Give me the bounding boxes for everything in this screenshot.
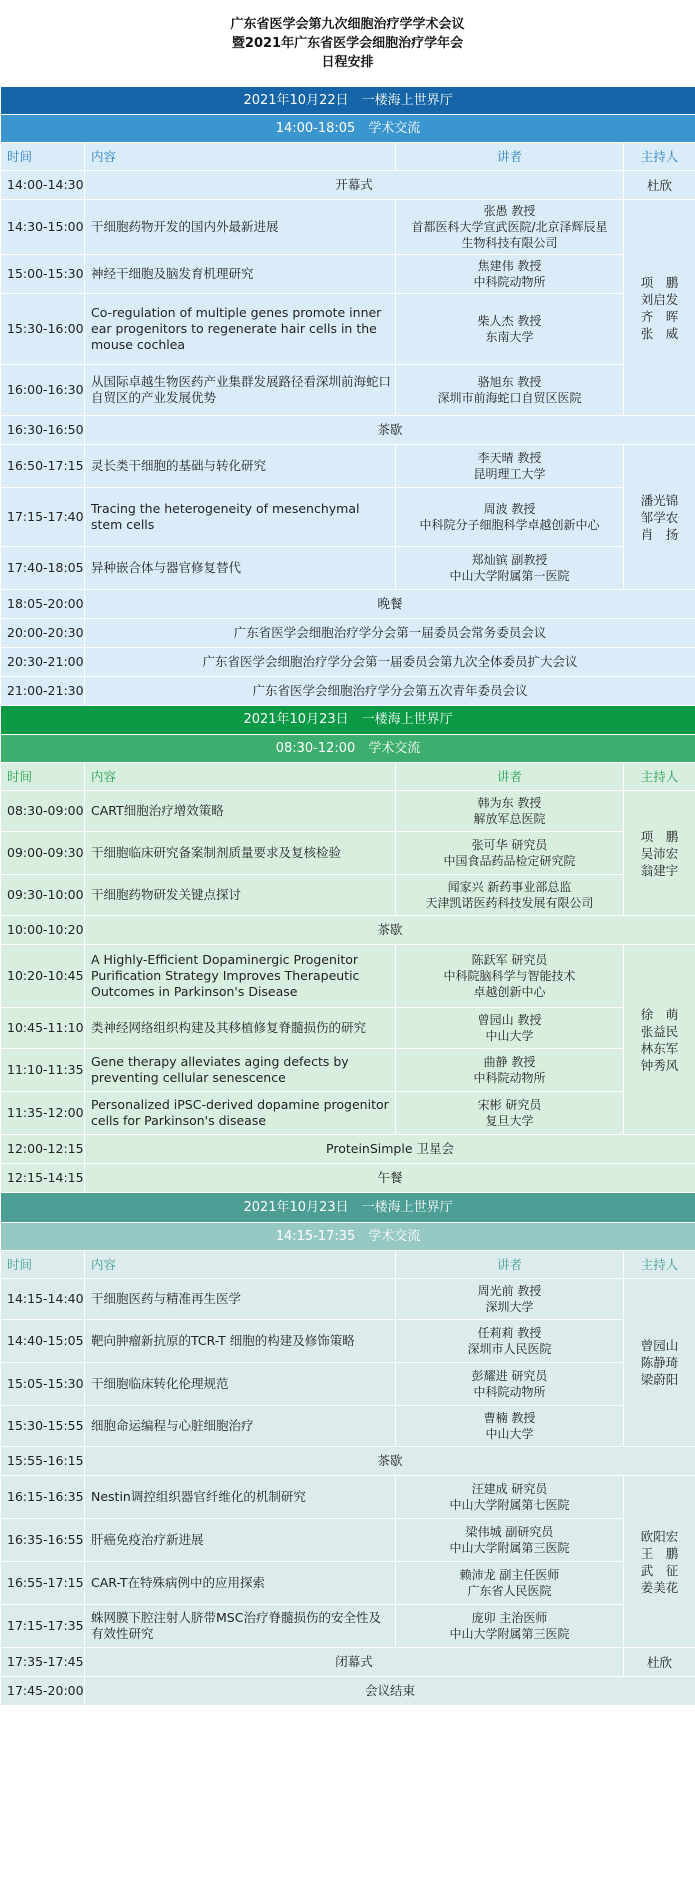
speaker-line: 广东省人民医院 (467, 1584, 552, 1598)
row-break-label: 茶歇 (85, 1447, 695, 1476)
column-header-content: 内容 (85, 143, 396, 171)
row-topic: 蛛网膜下腔注射人脐带MSC治疗脊髓损伤的安全性及有效性研究 (85, 1605, 396, 1648)
speaker-line: 曾园山 教授 (477, 1013, 542, 1027)
row-time: 16:15-16:35 (1, 1476, 85, 1519)
speaker-line: 生物科技有限公司 (461, 236, 558, 250)
row-speaker (396, 875, 624, 916)
speaker-line: 曹楠 教授 (483, 1411, 536, 1425)
session-row (1, 1363, 695, 1406)
row-time: 15:55-16:15 (1, 1447, 85, 1476)
row-break-label: 会议结束 (85, 1677, 695, 1706)
speaker-line: 中国食品药品检定研究院 (443, 854, 576, 868)
speaker-line: 深圳市前海蛇口自贸区医院 (437, 391, 582, 405)
row-time: 11:10-11:35 (1, 1049, 85, 1092)
row-time: 14:00-14:30 (1, 171, 85, 200)
schedule-break-row (1, 677, 695, 706)
host-name: 王 鹏 (640, 1545, 679, 1561)
row-time: 10:00-10:20 (1, 916, 85, 945)
row-time: 18:05-20:00 (1, 590, 85, 619)
speaker-line: 梁伟城 副研究员 (465, 1525, 554, 1539)
title-line-3: 日程安排 (321, 54, 374, 70)
host-name: 肖 扬 (640, 526, 679, 542)
host-name: 刘启发 (640, 291, 679, 307)
session-row (1, 1049, 695, 1092)
row-topic: 干细胞临床转化伦理规范 (85, 1363, 396, 1406)
day-banner-3-text: 2021年10月23日 一楼海上世界厅 (1, 1193, 695, 1223)
speaker-line: 中科院脑科学与智能技术 (443, 969, 576, 983)
row-time: 12:00-12:15 (1, 1135, 85, 1164)
schedule-break-row (1, 1447, 695, 1476)
row-speaker (396, 365, 624, 416)
speaker-line: 深圳市人民医院 (467, 1342, 552, 1356)
speaker-line: 中科院分子细胞科学卓越创新中心 (419, 518, 600, 532)
session-row (1, 1605, 695, 1648)
row-speaker (396, 294, 624, 365)
schedule-table (0, 86, 695, 1706)
row-speaker (396, 1363, 624, 1406)
host-name: 欧阳宏 (640, 1528, 679, 1544)
speaker-line: 天津凯诺医药科技发展有限公司 (425, 896, 594, 910)
session-banner-1 (1, 115, 695, 143)
row-time: 17:15-17:35 (1, 1605, 85, 1648)
row-speaker (396, 1320, 624, 1363)
speaker-line: 中山大学附属第三医院 (449, 1541, 570, 1555)
row-time: 16:35-16:55 (1, 1519, 85, 1562)
row-break-label: 广东省医学会细胞治疗学分会第五次青年委员会议 (85, 677, 695, 706)
host-name: 项 鹏 (640, 274, 679, 290)
column-header-row (1, 143, 695, 171)
row-topic: 异种嵌合体与器官修复替代 (85, 547, 396, 590)
row-topic: Personalized iPSC-derived dopamine progenitor cells for Parkinson's disease (85, 1092, 396, 1135)
row-time: 16:30-16:50 (1, 416, 85, 445)
speaker-line: 庞卯 主治医师 (471, 1611, 548, 1625)
speaker-line: 解放军总医院 (473, 812, 546, 826)
row-speaker (396, 1476, 624, 1519)
column-header-content: 内容 (85, 1251, 396, 1279)
row-topic: 从国际卓越生物医药产业集群发展路径看深圳前海蛇口自贸区的产业发展优势 (85, 365, 396, 416)
host-name: 项 鹏 (640, 828, 679, 844)
speaker-line: 张愚 教授 (483, 204, 536, 218)
row-topic: 灵长类干细胞的基础与转化研究 (85, 445, 396, 488)
session-row (1, 255, 695, 294)
session-banner-3-text: 14:15-17:35 学术交流 (1, 1223, 695, 1251)
host-group (624, 445, 695, 590)
column-header-speaker: 讲者 (396, 143, 624, 171)
schedule-break-row (1, 1135, 695, 1164)
host-name: 姜美花 (640, 1579, 679, 1595)
page-title (0, 0, 695, 86)
host-name: 张 威 (640, 325, 679, 341)
row-speaker (396, 791, 624, 832)
schedule-break-row (1, 416, 695, 445)
speaker-line: 中山大学 (485, 1029, 534, 1043)
column-header-time: 时间 (1, 143, 85, 171)
speaker-line: 周光前 教授 (477, 1284, 542, 1298)
speaker-line: 首都医科大学宣武医院/北京泽辉辰星 (411, 220, 608, 234)
session-row (1, 445, 695, 488)
row-break-label: 茶歇 (85, 916, 695, 945)
row-topic: A Highly-Efficient Dopaminergic Progenitor Purification Strategy Improves Therapeutic Outcomes in Parkinson's Disease (85, 945, 396, 1008)
row-topic: Nestin调控组织器官纤维化的机制研究 (85, 1476, 396, 1519)
column-header-content: 内容 (85, 763, 396, 791)
speaker-line: 韩为东 教授 (477, 796, 542, 810)
session-row (1, 945, 695, 1008)
speaker-line: 张可华 研究员 (471, 838, 548, 852)
speaker-line: 彭耀进 研究员 (471, 1369, 548, 1383)
host-name: 武 征 (640, 1562, 679, 1578)
column-header-time: 时间 (1, 1251, 85, 1279)
session-row (1, 1519, 695, 1562)
host-name: 潘光锦 (640, 492, 679, 508)
speaker-line: 骆旭东 教授 (477, 375, 542, 389)
row-time: 09:00-09:30 (1, 832, 85, 875)
row-time: 17:15-17:40 (1, 488, 85, 547)
row-speaker (396, 1279, 624, 1320)
row-topic: 干细胞药物研发关键点探讨 (85, 875, 396, 916)
schedule-break-row (1, 1648, 695, 1677)
speaker-line: 昆明理工大学 (473, 467, 546, 481)
row-topic: 神经干细胞及脑发育机理研究 (85, 255, 396, 294)
row-topic: Co-regulation of multiple genes promote inner ear progenitors to regenerate hair cells in the mouse cochlea (85, 294, 396, 365)
speaker-line: 复旦大学 (485, 1114, 534, 1128)
speaker-line: 中科院动物所 (473, 1071, 546, 1085)
host-name: 邹学农 (640, 509, 679, 525)
session-banner-1-text: 14:00-18:05 学术交流 (1, 115, 695, 143)
row-break-label: 晚餐 (85, 590, 695, 619)
row-time: 17:40-18:05 (1, 547, 85, 590)
row-topic: CART细胞治疗增效策略 (85, 791, 396, 832)
row-time: 16:00-16:30 (1, 365, 85, 416)
column-header-host: 主持人 (624, 143, 695, 171)
host-name: 张益民 (640, 1023, 679, 1039)
row-speaker (396, 1605, 624, 1648)
row-topic: 细胞命运编程与心脏细胞治疗 (85, 1406, 396, 1447)
row-speaker (396, 445, 624, 488)
row-topic: 干细胞临床研究备案制剂质量要求及复核检验 (85, 832, 396, 875)
speaker-line: 中山大学附属第七医院 (449, 1498, 570, 1512)
session-row (1, 1279, 695, 1320)
host-group (624, 200, 695, 416)
column-header-time: 时间 (1, 763, 85, 791)
row-break-label: 广东省医学会细胞治疗学分会第一届委员会常务委员会议 (85, 619, 695, 648)
host-group (624, 791, 695, 916)
session-row (1, 200, 695, 255)
row-time: 14:40-15:05 (1, 1320, 85, 1363)
speaker-line: 东南大学 (485, 330, 534, 344)
speaker-line: 李天晴 教授 (477, 451, 542, 465)
host-group (624, 1476, 695, 1648)
row-time: 10:20-10:45 (1, 945, 85, 1008)
host-name: 徐 萌 (640, 1006, 679, 1022)
row-host: 杜欣 (624, 1648, 695, 1677)
row-time: 09:30-10:00 (1, 875, 85, 916)
day-banner-1 (1, 87, 695, 115)
host-name: 曾园山 (640, 1338, 679, 1353)
day-banner-2 (1, 706, 695, 735)
session-row (1, 1562, 695, 1605)
row-speaker (396, 1049, 624, 1092)
column-header-speaker: 讲者 (396, 763, 624, 791)
speaker-line: 中科院动物所 (473, 275, 546, 289)
column-header-speaker: 讲者 (396, 1251, 624, 1279)
row-speaker (396, 200, 624, 255)
row-speaker (396, 255, 624, 294)
host-group (624, 945, 695, 1135)
speaker-line: 深圳大学 (485, 1300, 534, 1314)
row-topic: 干细胞医药与精准再生医学 (85, 1279, 396, 1320)
schedule-break-row (1, 1164, 695, 1193)
session-row (1, 1008, 695, 1049)
session-row (1, 832, 695, 875)
speaker-line: 周波 教授 (483, 502, 536, 516)
row-time: 17:35-17:45 (1, 1648, 85, 1677)
row-speaker (396, 1008, 624, 1049)
host-name: 梁蔚阳 (640, 1372, 679, 1387)
speaker-line: 宋彬 研究员 (477, 1098, 542, 1112)
speaker-line: 中山大学附属第三医院 (449, 1627, 570, 1641)
schedule-break-row (1, 171, 695, 200)
speaker-line: 中科院动物所 (473, 1385, 546, 1399)
row-topic: Tracing the heterogeneity of mesenchymal stem cells (85, 488, 396, 547)
speaker-line: 中山大学 (485, 1427, 534, 1441)
speaker-line: 汪建成 研究员 (471, 1482, 548, 1496)
row-break-label: 广东省医学会细胞治疗学分会第一届委员会第九次全体委员扩大会议 (85, 648, 695, 677)
row-time: 20:00-20:30 (1, 619, 85, 648)
row-time: 15:30-16:00 (1, 294, 85, 365)
session-row (1, 294, 695, 365)
row-speaker (396, 832, 624, 875)
row-time: 10:45-11:10 (1, 1008, 85, 1049)
row-host: 杜欣 (624, 171, 695, 200)
row-speaker (396, 1562, 624, 1605)
row-time: 21:00-21:30 (1, 677, 85, 706)
day-banner-1-text: 2021年10月22日 一楼海上世界厅 (1, 87, 695, 115)
day-banner-3 (1, 1193, 695, 1223)
schedule-break-row (1, 619, 695, 648)
speaker-line: 曲静 教授 (483, 1055, 536, 1069)
row-time: 14:15-14:40 (1, 1279, 85, 1320)
host-name: 齐 晖 (640, 308, 679, 324)
row-topic: 干细胞药物开发的国内外最新进展 (85, 200, 396, 255)
session-row (1, 1476, 695, 1519)
row-topic: Gene therapy alleviates aging defects by preventing cellular senescence (85, 1049, 396, 1092)
title-line-1: 广东省医学会第九次细胞治疗学学术会议 (230, 16, 465, 32)
row-speaker (396, 488, 624, 547)
host-name: 吴沛宏 (640, 845, 679, 861)
speaker-line: 任莉莉 教授 (477, 1326, 542, 1340)
row-time: 16:55-17:15 (1, 1562, 85, 1605)
row-time: 15:00-15:30 (1, 255, 85, 294)
row-speaker (396, 1519, 624, 1562)
column-header-host: 主持人 (624, 763, 695, 791)
column-header-row (1, 1251, 695, 1279)
row-break-label: ProteinSimple 卫星会 (85, 1135, 695, 1164)
speaker-line: 郑灿镔 副教授 (471, 553, 548, 567)
session-banner-2 (1, 735, 695, 763)
row-time: 15:05-15:30 (1, 1363, 85, 1406)
row-topic: 靶向肿瘤新抗原的TCR-T 细胞的构建及修饰策略 (85, 1320, 396, 1363)
row-time: 12:15-14:15 (1, 1164, 85, 1193)
row-break-label: 开幕式 (85, 171, 624, 200)
row-speaker (396, 1092, 624, 1135)
column-header-row (1, 763, 695, 791)
schedule-break-row (1, 1677, 695, 1706)
speaker-line: 陈跃军 研究员 (471, 953, 548, 967)
day-banner-2-text: 2021年10月23日 一楼海上世界厅 (1, 706, 695, 735)
column-header-host: 主持人 (624, 1251, 695, 1279)
speaker-line: 闻家兴 新药事业部总监 (447, 880, 572, 894)
session-row (1, 1092, 695, 1135)
session-banner-3 (1, 1223, 695, 1251)
row-time: 17:45-20:00 (1, 1677, 85, 1706)
speaker-line: 中山大学附属第一医院 (449, 569, 570, 583)
row-break-label: 茶歇 (85, 416, 695, 445)
speaker-line: 卓越创新中心 (473, 985, 546, 999)
row-time: 08:30-09:00 (1, 791, 85, 832)
session-row (1, 1406, 695, 1447)
speaker-line: 焦建伟 教授 (477, 259, 542, 273)
row-speaker (396, 547, 624, 590)
row-time: 11:35-12:00 (1, 1092, 85, 1135)
speaker-line: 柴人杰 教授 (477, 314, 542, 328)
host-name: 林东军 (640, 1040, 679, 1056)
row-time: 16:50-17:15 (1, 445, 85, 488)
host-name: 钟秀风 (640, 1057, 679, 1073)
row-speaker (396, 1406, 624, 1447)
row-speaker (396, 945, 624, 1008)
row-time: 20:30-21:00 (1, 648, 85, 677)
schedule-break-row (1, 648, 695, 677)
row-break-label: 午餐 (85, 1164, 695, 1193)
session-row (1, 365, 695, 416)
session-row (1, 1320, 695, 1363)
schedule-break-row (1, 916, 695, 945)
row-time: 14:30-15:00 (1, 200, 85, 255)
schedule-break-row (1, 590, 695, 619)
row-time: 15:30-15:55 (1, 1406, 85, 1447)
session-row (1, 488, 695, 547)
session-row (1, 875, 695, 916)
row-topic: CAR-T在特殊病例中的应用探索 (85, 1562, 396, 1605)
row-break-label: 闭幕式 (85, 1648, 624, 1677)
row-topic: 肝癌免疫治疗新进展 (85, 1519, 396, 1562)
session-banner-2-text: 08:30-12:00 学术交流 (1, 735, 695, 763)
speaker-line: 赖沛龙 副主任医师 (459, 1568, 560, 1582)
host-group (624, 1279, 695, 1447)
title-line-2: 暨2021年广东省医学会细胞治疗学年会 (231, 35, 464, 51)
host-name: 陈静琦 (640, 1355, 679, 1370)
session-row (1, 791, 695, 832)
host-name: 翁建宇 (640, 862, 679, 878)
session-row (1, 547, 695, 590)
row-topic: 类神经网络组织构建及其移植修复脊髓损伤的研究 (85, 1008, 396, 1049)
